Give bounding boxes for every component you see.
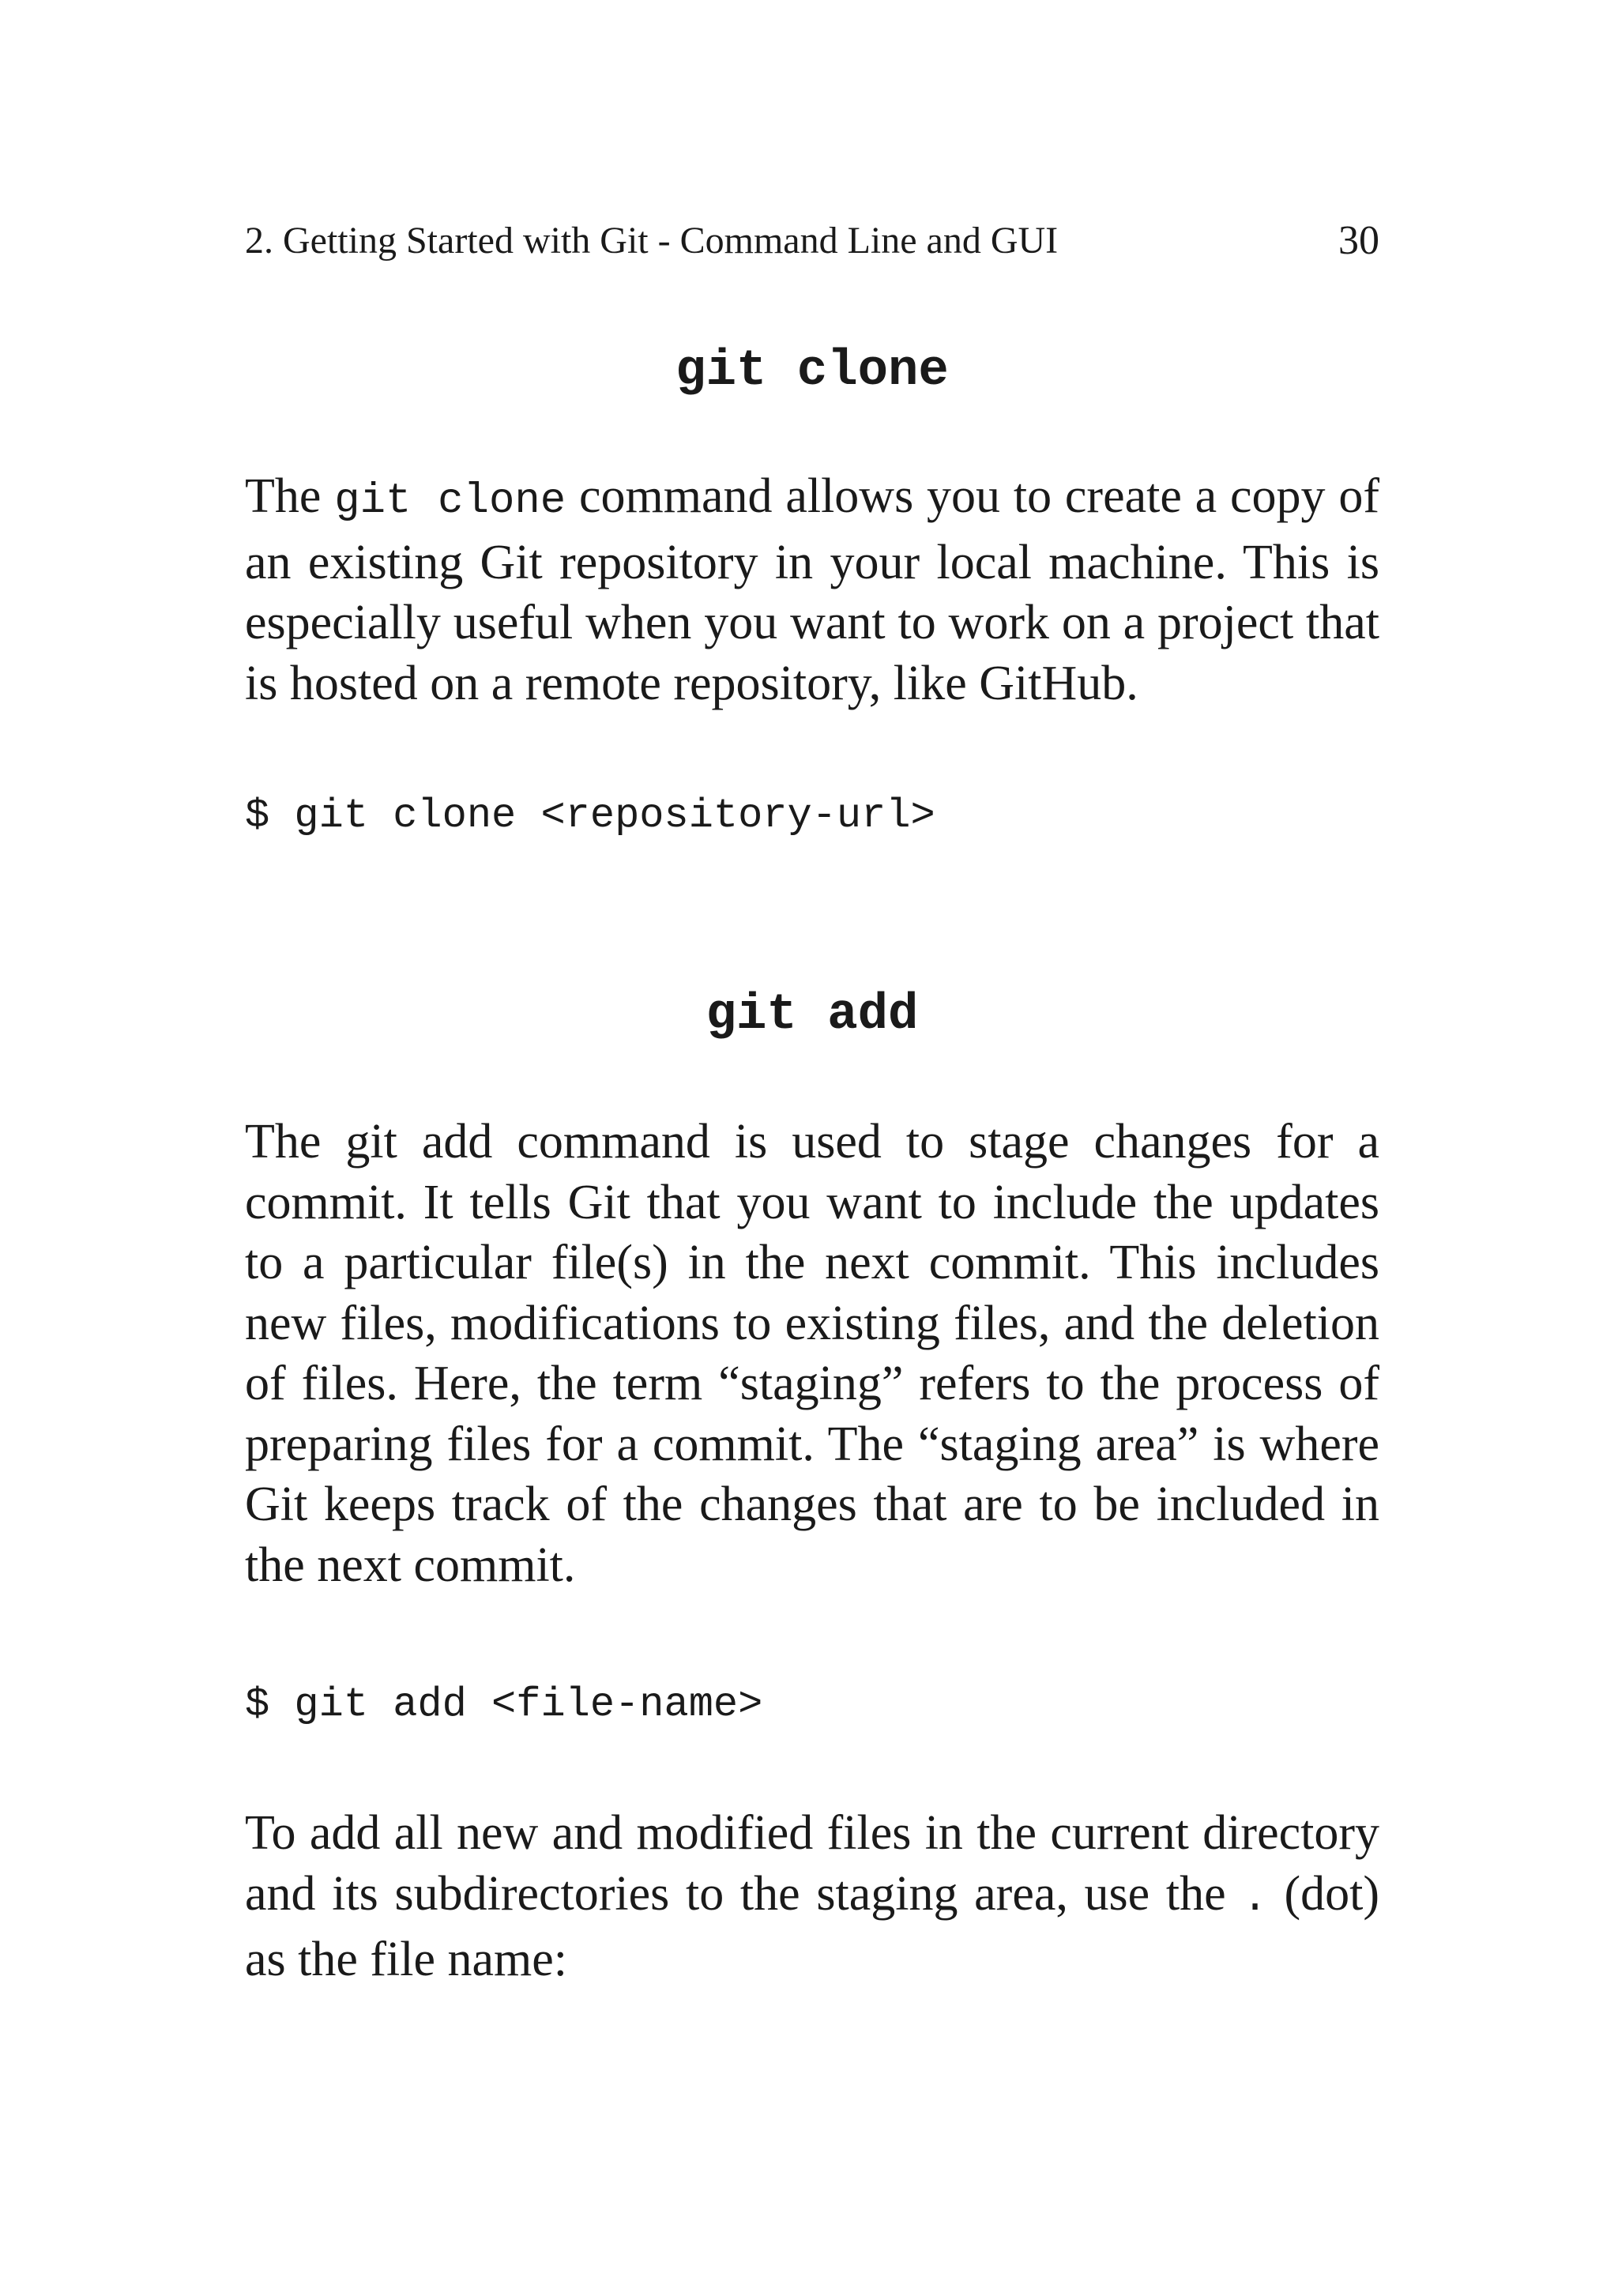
git-add-all-text-end: (dot) as the file name: (245, 1866, 1379, 1986)
git-clone-text-end: command allows you to create a copy of an existing Git repository in your local machine. This is especially useful when you want to work on a project that is hosted on a remote repository, like GitHub. (245, 469, 1380, 710)
git-add-code-example: $ git add <file-name> (245, 1681, 763, 1728)
section-heading-git-clone: git clone (675, 343, 949, 400)
git-clone-inline-code: git clone (334, 477, 566, 525)
git-clone-code-example: $ git clone <repository-url> (245, 792, 935, 839)
section-heading-git-add: git add (706, 987, 919, 1044)
running-header (245, 213, 1379, 269)
page-number: 30 (1338, 218, 1379, 263)
git-clone-text-start: The (245, 469, 335, 523)
dot-inline-code: . (1242, 1874, 1268, 1923)
git-add-all-text-start: To add all new and modified files in the current directory and its subdirectories to the staging area, use the (245, 1806, 1379, 1921)
git-add-all-description (245, 1803, 1379, 1990)
chapter-title: 2. Getting Started with Git - Command Line and GUI (245, 220, 1059, 262)
git-clone-description (245, 466, 1379, 713)
git-add-description: The git add command is used to stage changes for a commit. It tells Git that you want to include the updates to a particular file(s) in the next commit. This includes new files, modifications to existing files, and the deletion of files. Here, the term “staging” refers to the process of preparing files for a commit. The “staging area” is where Git keeps track of the changes that are to be included in the next commit. (245, 1115, 1379, 1592)
